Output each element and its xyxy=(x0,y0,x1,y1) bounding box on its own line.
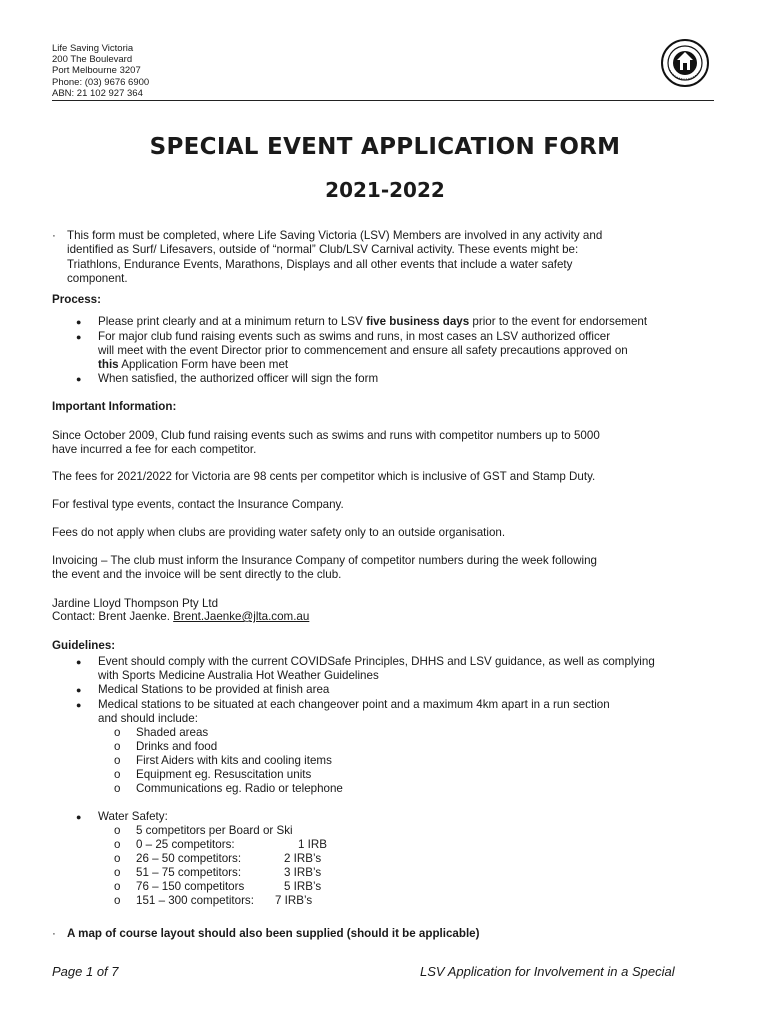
process-heading: Process: xyxy=(52,293,101,306)
important-paragraph: Fees do not apply when clubs are providing water safety only to an outside organisation. xyxy=(52,526,506,539)
sub-bullet: o xyxy=(114,838,121,851)
sub-item: Communications eg. Radio or telephone xyxy=(136,782,343,795)
sub-item: Drinks and food xyxy=(136,740,218,753)
sub-bullet: o xyxy=(114,866,121,879)
process-item: For major club fund raising events such as swims and runs, in most cases an LSV authorized officer xyxy=(98,330,611,343)
irb-row-count: 2 IRB’s xyxy=(284,852,322,865)
sub-item: Equipment eg. Resuscitation units xyxy=(136,768,312,781)
process-item: this Application Form have been met xyxy=(98,358,289,371)
address-line: 200 The Boulevard xyxy=(52,54,133,66)
footer-doc-title: LSV Application for Involvement in a Special xyxy=(420,964,675,979)
irb-row-count: 3 IRB’s xyxy=(284,866,322,879)
sub-bullet: o xyxy=(114,782,121,795)
important-paragraph: the event and the invoice will be sent directly to the club. xyxy=(52,568,342,581)
contact-email-link[interactable]: Brent.Jaenke@jlta.com.au xyxy=(173,610,310,623)
bullet: ● xyxy=(76,374,82,384)
guideline-item: Medical stations to be situated at each changeover point and a maximum 4km apart in a run section xyxy=(98,698,610,711)
intro-line: Triathlons, Endurance Events, Marathons, Displays and all other events that include a water safety xyxy=(67,258,573,271)
company-name: Jardine Lloyd Thompson Pty Ltd xyxy=(52,597,219,610)
sub-item: Shaded areas xyxy=(136,726,209,739)
intro-marker: · xyxy=(52,229,56,242)
important-heading: Important Information: xyxy=(52,400,177,413)
bullet: ● xyxy=(76,332,82,342)
address-line: ABN: 21 102 927 364 xyxy=(52,87,143,99)
sub-bullet: o xyxy=(114,852,121,865)
irb-row-count: 1 IRB xyxy=(298,838,327,851)
irb-row-range: 0 – 25 competitors: xyxy=(136,838,235,851)
important-paragraph: The fees for 2021/2022 for Victoria are 98 cents per competitor which is inclusive of GST and Stamp Duty. xyxy=(52,470,596,483)
water-safety-heading: Water Safety: xyxy=(98,810,168,823)
sub-bullet: o xyxy=(114,880,121,893)
irb-row-count: 5 IRB’s xyxy=(284,880,322,893)
page-number: Page 1 of 7 xyxy=(52,964,119,979)
bullet: ● xyxy=(76,317,82,327)
guideline-item: Event should comply with the current COVIDSafe Principles, DHHS and LSV guidance, as well as complying xyxy=(98,655,655,668)
sub-bullet: o xyxy=(114,740,121,753)
sub-bullet: o xyxy=(114,726,121,739)
sub-bullet: o xyxy=(114,894,121,907)
intro-line: component. xyxy=(67,272,128,285)
page-year: 2021-2022 xyxy=(325,178,445,202)
irb-row-range: 26 – 50 competitors: xyxy=(136,852,242,865)
guideline-item: Medical Stations to be provided at finish area xyxy=(98,683,330,696)
bullet: ● xyxy=(76,657,82,667)
water-safety-item: 5 competitors per Board or Ski xyxy=(136,824,293,837)
address-line: Life Saving Victoria xyxy=(52,43,134,54)
sub-item: First Aiders with kits and cooling items xyxy=(136,754,332,767)
irb-row-range: 51 – 75 competitors: xyxy=(136,866,242,879)
important-paragraph: Since October 2009, Club fund raising events such as swims and runs with competitor numbers up to 5000 xyxy=(52,429,600,442)
page-title: SPECIAL EVENT APPLICATION FORM xyxy=(149,134,621,160)
header-divider xyxy=(52,100,714,101)
address-line: Port Melbourne 3207 xyxy=(52,65,141,77)
bullet: ● xyxy=(76,812,82,822)
process-item: When satisfied, the authorized officer will sign the form xyxy=(98,372,379,385)
map-note-marker: · xyxy=(52,927,56,940)
map-note: A map of course layout should also been supplied (should it be applicable) xyxy=(67,927,480,940)
sub-bullet: o xyxy=(114,824,121,837)
sub-bullet: o xyxy=(114,754,121,767)
lsv-logo xyxy=(660,38,710,88)
sub-bullet: o xyxy=(114,768,121,781)
process-item: Please print clearly and at a minimum return to LSV five business days prior to the event for endorsement xyxy=(98,315,648,328)
bullet: ● xyxy=(76,685,82,695)
intro-line: identified as Surf/ Lifesavers, outside of “normal” Club/LSV Carnival activity. These events might be: xyxy=(67,243,579,256)
process-item: will meet with the event Director prior to commencement and ensure all safety precautions approved on xyxy=(98,344,628,357)
bullet: ● xyxy=(76,700,82,710)
irb-row-count: 7 IRB’s xyxy=(275,894,313,907)
important-paragraph: have incurred a fee for each competitor. xyxy=(52,443,257,456)
important-paragraph: Invoicing – The club must inform the Insurance Company of competitor numbers during the week following xyxy=(52,554,597,567)
contact-line: Contact: Brent Jaenke. Brent.Jaenke@jlta.com.au xyxy=(52,610,310,623)
guidelines-heading: Guidelines: xyxy=(52,639,116,652)
address-block xyxy=(52,43,149,99)
guideline-item: with Sports Medicine Australia Hot Weather Guidelines xyxy=(98,669,379,682)
irb-row-range: 76 – 150 competitors xyxy=(136,880,245,893)
intro-line: This form must be completed, where Life Saving Victoria (LSV) Members are involved in any activity and xyxy=(67,229,603,242)
important-paragraph: For festival type events, contact the Insurance Company. xyxy=(52,498,344,511)
guideline-item: and should include: xyxy=(98,712,198,725)
address-line: Phone: (03) 9676 6900 xyxy=(52,76,150,88)
irb-row-range: 151 – 300 competitors: xyxy=(136,894,254,907)
